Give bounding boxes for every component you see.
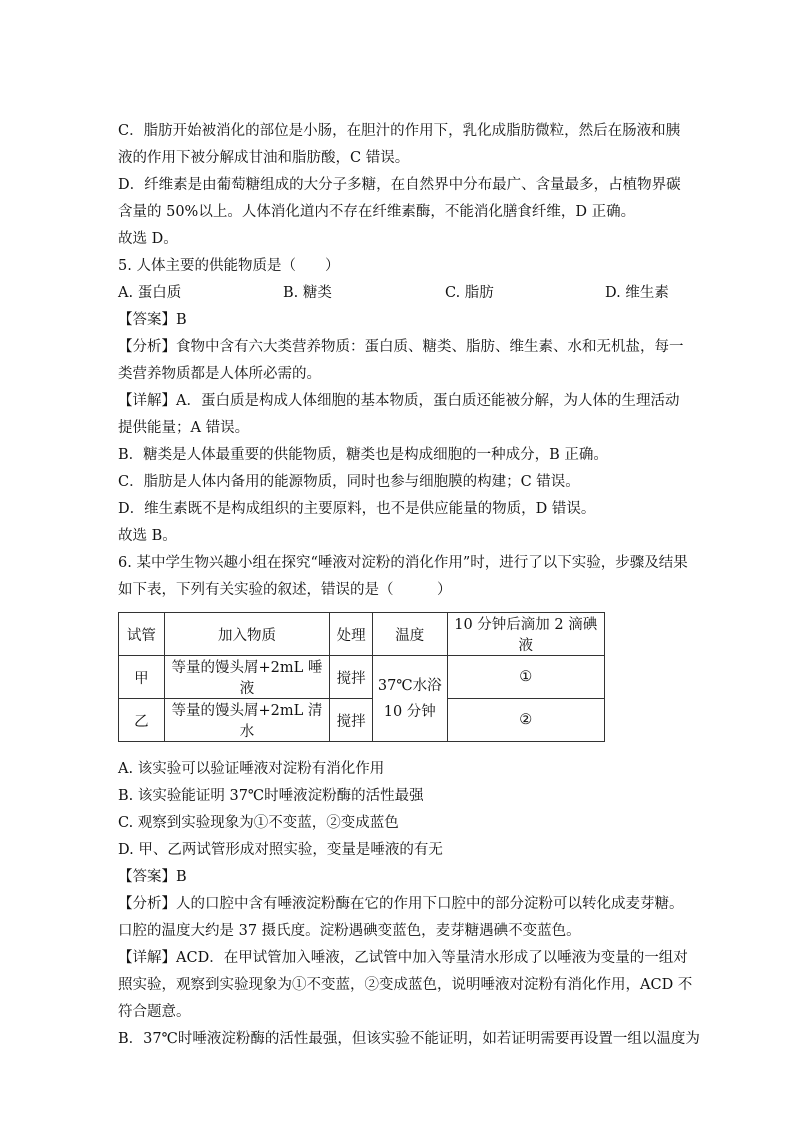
question-6-analysis: 口腔的温度大约是 37 摄氏度。淀粉遇碘变蓝色，麦芽糖遇碘不变蓝色。: [118, 923, 581, 939]
table-row: [119, 656, 605, 699]
question-6-analysis: 【分析】人的口腔中含有唾液淀粉酶在它的作用下口腔中的部分淀粉可以转化成麦芽糖。: [118, 896, 684, 912]
table-header-cell: 处理: [330, 613, 373, 656]
temperature-line: 37℃水浴: [377, 677, 442, 694]
question-6-answer: 【答案】B: [118, 869, 187, 885]
table-cell: ①: [447, 656, 604, 699]
text-line: 故选 D。: [118, 231, 178, 247]
question-5-detail: 提供能量；A 错误。: [118, 420, 250, 436]
text-line: C．脂肪开始被消化的部位是小肠，在胆汁的作用下，乳化成脂肪微粒，然后在肠液和胰: [118, 123, 681, 139]
table-header-cell: 试管: [119, 613, 165, 656]
table-cell: ②: [447, 699, 604, 742]
table-cell: 搅拌: [330, 656, 373, 699]
question-6-option: C. 观察到实验现象为①不变蓝，②变成蓝色: [118, 815, 399, 831]
question-5-detail: D．维生素既不是构成组织的主要原料，也不是供应能量的物质，D 错误。: [118, 501, 596, 517]
temperature-line: 10 分钟: [383, 703, 436, 720]
text-line: D．纤维素是由葡萄糖组成的大分子多糖，在自然界中分布最广、含量最多，占植物界碳: [118, 177, 681, 193]
table-cell: 甲: [119, 656, 165, 699]
question-5-detail: 【详解】A．蛋白质是构成人体细胞的基本物质，蛋白质还能被分解，为人体的生理活动: [118, 393, 680, 409]
table-cell: 乙: [119, 699, 165, 742]
table-cell: 搅拌: [330, 699, 373, 742]
question-5-stem: 5. 人体主要的供能物质是（ ）: [118, 258, 340, 274]
question-5-detail: B．糖类是人体最重要的供能物质，糖类也是构成细胞的一种成分，B 正确。: [118, 447, 608, 463]
table-header-row: [119, 613, 605, 656]
table-cell-temperature: [372, 656, 447, 742]
question-5-answer: 【答案】B: [118, 312, 187, 328]
question-6-detail: 照实验，观察到实验现象为①不变蓝，②变成蓝色，说明唾液对淀粉有消化作用，ACD 不: [118, 977, 693, 993]
question-6-detail: 符合题意。: [118, 1004, 191, 1020]
option-a: A. 蛋白质: [118, 285, 182, 301]
document-content: [118, 118, 700, 1053]
text-line: 含量的 50%以上。人体消化道内不存在纤维素酶，不能消化膳食纤维，D 正确。: [118, 204, 636, 220]
text-line: 液的作用下被分解成甘油和脂肪酸，C 错误。: [118, 150, 410, 166]
table-row: [119, 699, 605, 742]
table-header-cell: 加入物质: [164, 613, 330, 656]
table-header-cell: 10 分钟后滴加 2 滴碘液: [447, 613, 604, 656]
question-6-option: B. 该实验能证明 37℃时唾液淀粉酶的活性最强: [118, 788, 424, 804]
question-6-stem: 如下表，下列有关实验的叙述，错误的是（ ）: [118, 582, 452, 598]
table-header-cell: 温度: [372, 613, 447, 656]
question-5-options: [118, 280, 678, 307]
option-b: B. 糖类: [283, 285, 332, 301]
question-6-option: D. 甲、乙两试管形成对照实验，变量是唾液的有无: [118, 842, 443, 858]
experiment-table: [118, 612, 605, 742]
question-6-detail: B．37℃时唾液淀粉酶的活性最强，但该实验不能证明，如若证明需要再设置一组以温度为: [118, 1031, 700, 1047]
table-cell: 等量的馒头屑+2mL 清水: [164, 699, 330, 742]
option-c: C. 脂肪: [445, 285, 494, 301]
question-6-stem: 6. 某中学生物兴趣小组在探究“唾液对淀粉的消化作用”时，进行了以下实验，步骤及结果: [118, 555, 688, 571]
question-5-analysis: 类营养物质都是人体所必需的。: [118, 366, 321, 382]
question-5-detail: C．脂肪是人体内备用的能源物质，同时也参与细胞膜的构建；C 错误。: [118, 474, 580, 490]
option-d: D. 维生素: [605, 285, 669, 301]
question-5-analysis: 【分析】食物中含有六大类营养物质：蛋白质、糖类、脂肪、维生素、水和无机盐，每一: [118, 339, 684, 355]
question-5-detail: 故选 B。: [118, 528, 177, 544]
table-cell: 等量的馒头屑+2mL 唾液: [164, 656, 330, 699]
question-6-detail: 【详解】ACD．在甲试管加入唾液，乙试管中加入等量清水形成了以唾液为变量的一组对: [118, 950, 688, 966]
question-6-option: A. 该实验可以验证唾液对淀粉有消化作用: [118, 761, 385, 777]
